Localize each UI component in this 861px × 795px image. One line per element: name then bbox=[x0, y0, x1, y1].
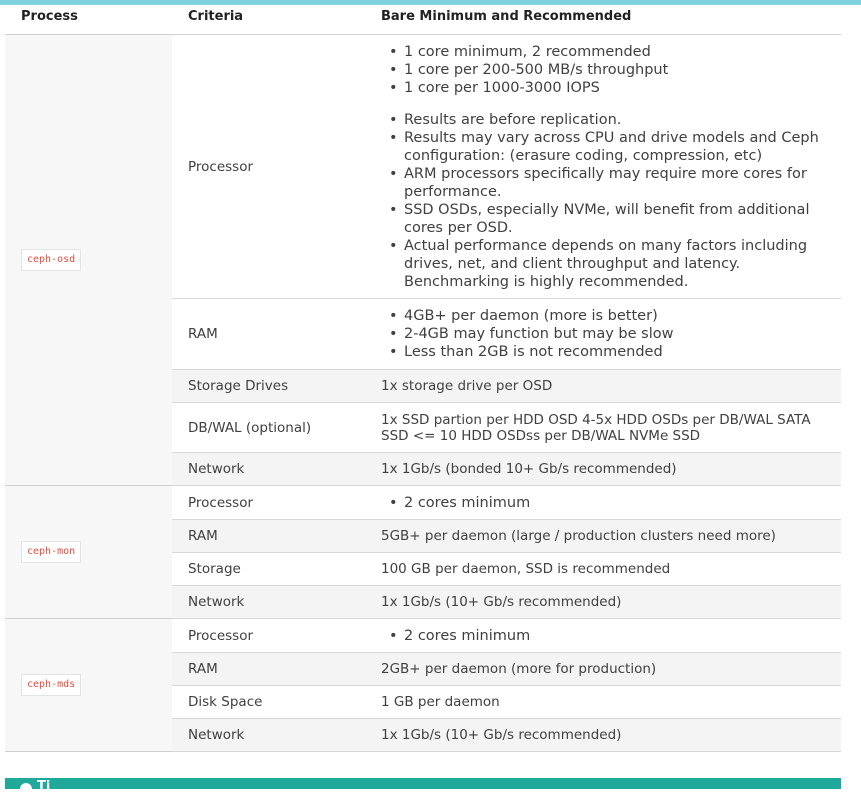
requirement-cell: 1x storage drive per OSD bbox=[365, 370, 841, 403]
bullet-list bbox=[381, 111, 825, 291]
tip-admonition-header bbox=[5, 778, 841, 794]
criteria-cell: DB/WAL (optional) bbox=[172, 403, 365, 453]
list-item: • ARM processors specifically may require more cores for performance. bbox=[389, 165, 825, 201]
requirement-cell: 1x 1Gb/s (10+ Gb/s recommended) bbox=[365, 719, 841, 752]
requirement-cell bbox=[365, 486, 841, 520]
requirement-cell bbox=[365, 299, 841, 370]
list-item: • 1 core per 200-500 MB/s throughput bbox=[389, 61, 825, 79]
list-item: • 1 core per 1000-3000 IOPS bbox=[389, 79, 825, 97]
list-item: • SSD OSDs, especially NVMe, will benefit from additional cores per OSD. bbox=[389, 201, 825, 237]
criteria-cell: Processor bbox=[172, 619, 365, 653]
hardware-requirements-table-wrapper bbox=[5, 5, 841, 752]
criteria-cell: Network bbox=[172, 586, 365, 619]
process-name-code: ceph-mds bbox=[21, 674, 81, 696]
criteria-cell: Disk Space bbox=[172, 686, 365, 719]
requirement-cell: 1 GB per daemon bbox=[365, 686, 841, 719]
criteria-cell: Storage Drives bbox=[172, 370, 365, 403]
hardware-requirements-table bbox=[5, 5, 841, 752]
requirement-cell: 1x SSD partion per HDD OSD 4-5x HDD OSDs per DB/WAL SATA SSD <= 10 HDD OSDss per DB/WAL NVMe SSD bbox=[365, 403, 841, 453]
criteria-cell: Network bbox=[172, 453, 365, 486]
criteria-cell: Network bbox=[172, 719, 365, 752]
criteria-cell: Storage bbox=[172, 553, 365, 586]
column-header-criteria: Criteria bbox=[172, 5, 365, 35]
process-name-code: ceph-osd bbox=[21, 249, 81, 271]
process-cell-osd bbox=[5, 35, 172, 486]
list-item: • 4GB+ per daemon (more is better) bbox=[389, 307, 825, 325]
list-item: • Results are before replication. bbox=[389, 111, 825, 129]
criteria-cell: RAM bbox=[172, 520, 365, 553]
process-cell-mon bbox=[5, 486, 172, 619]
table-row bbox=[5, 35, 841, 299]
criteria-cell: RAM bbox=[172, 653, 365, 686]
criteria-cell: Processor bbox=[172, 35, 365, 299]
process-name-code: ceph-mon bbox=[21, 541, 81, 563]
requirement-cell: 100 GB per daemon, SSD is recommended bbox=[365, 553, 841, 586]
list-item: • Actual performance depends on many factors including drives, net, and client throughput and latency. Benchmarking is highly recommended. bbox=[389, 237, 825, 291]
requirement-cell: 1x 1Gb/s (bonded 10+ Gb/s recommended) bbox=[365, 453, 841, 486]
requirement-cell bbox=[365, 619, 841, 653]
criteria-cell: Processor bbox=[172, 486, 365, 520]
process-cell-mds bbox=[5, 619, 172, 752]
requirement-cell bbox=[365, 35, 841, 299]
list-item: • 1 core minimum, 2 recommended bbox=[389, 43, 825, 61]
table-row bbox=[5, 619, 841, 653]
requirement-cell: 1x 1Gb/s (10+ Gb/s recommended) bbox=[365, 586, 841, 619]
list-item: • Less than 2GB is not recommended bbox=[389, 343, 825, 361]
list-item: • 2-4GB may function but may be slow bbox=[389, 325, 825, 343]
requirement-cell: 2GB+ per daemon (more for production) bbox=[365, 653, 841, 686]
column-header-recommendation: Bare Minimum and Recommended bbox=[365, 5, 841, 35]
bullet-list bbox=[381, 307, 825, 361]
requirement-cell: 5GB+ per daemon (large / production clusters need more) bbox=[365, 520, 841, 553]
bullet-list bbox=[381, 627, 825, 645]
bullet-list bbox=[381, 494, 825, 512]
tip-title: Ti bbox=[37, 779, 51, 794]
list-item: • 2 cores minimum bbox=[389, 494, 825, 512]
table-header-row bbox=[5, 5, 841, 35]
info-circle-icon bbox=[20, 783, 32, 795]
list-item: • 2 cores minimum bbox=[389, 627, 825, 645]
column-header-process: Process bbox=[5, 5, 172, 35]
list-item: • Results may vary across CPU and drive models and Ceph configuration: (erasure coding, compression, etc) bbox=[389, 129, 825, 165]
bullet-list bbox=[381, 43, 825, 97]
criteria-cell: RAM bbox=[172, 299, 365, 370]
table-row bbox=[5, 486, 841, 520]
